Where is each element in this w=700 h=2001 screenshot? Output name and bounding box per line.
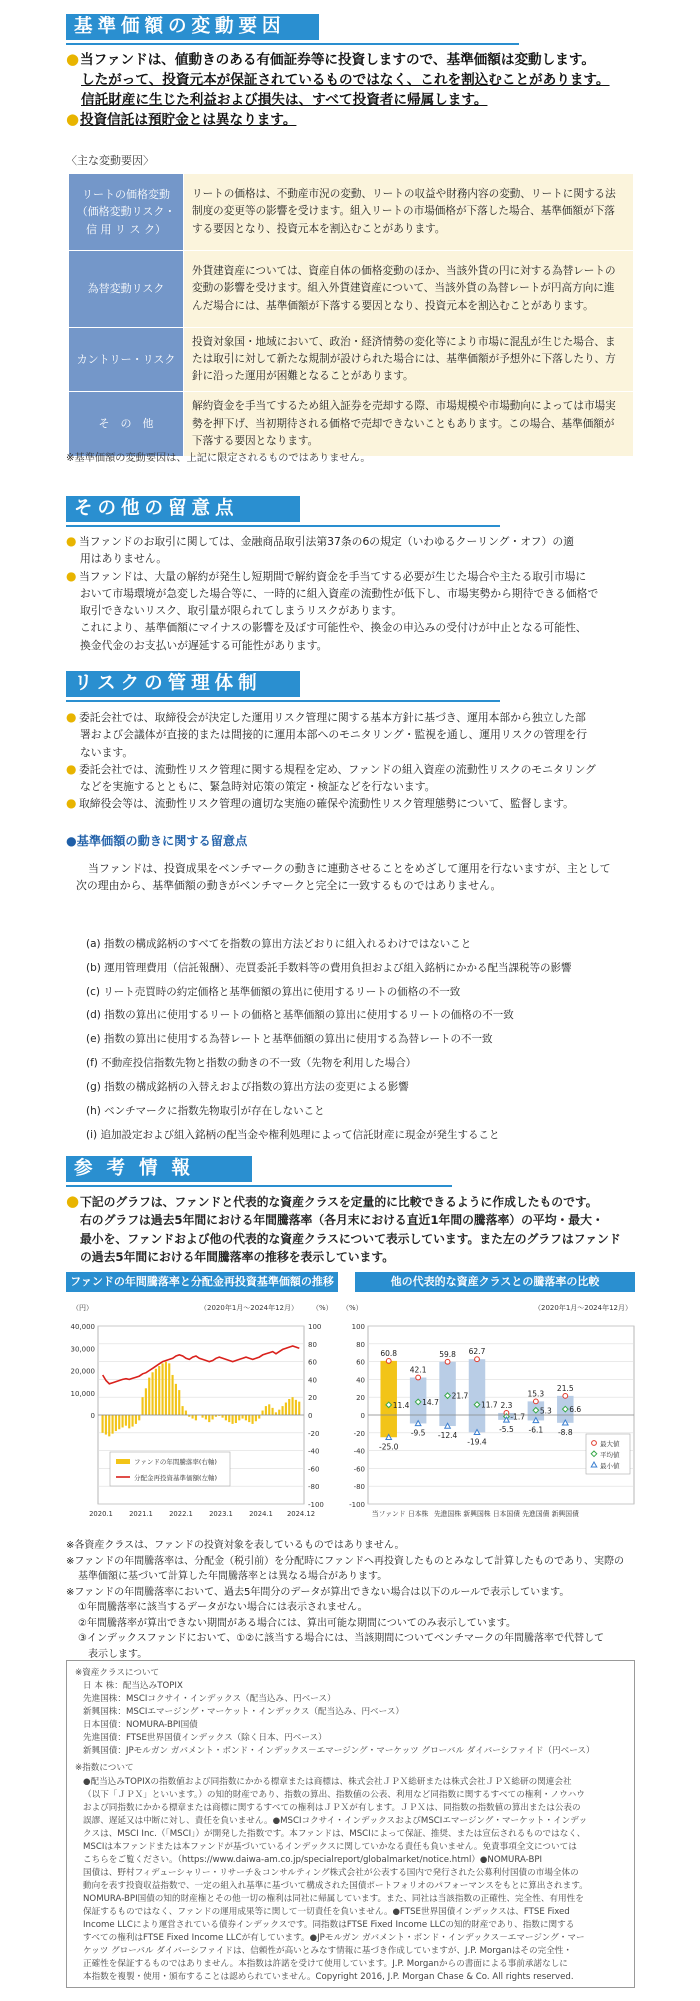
max-value-label: 59.8 <box>439 1349 456 1359</box>
return-bar <box>252 1415 254 1424</box>
index-note-line: および同指数にかかる標章または商標に関するすべての権利はＪＰＸが有します。ＪＰＸは、同指数の指数値の算出または公表の <box>83 1802 581 1813</box>
index-note-line: 本指数を複製・使用・頒布することは認められていません。Copyright 2016, J.P. Morgan Chase & Co. All rights reserved. <box>83 1972 574 1983</box>
min-value-label: -8.8 <box>557 1427 573 1437</box>
range-bar <box>380 1361 396 1437</box>
return-bar <box>132 1415 134 1427</box>
section-title-text: その他の留意点 <box>74 497 239 519</box>
return-bar <box>298 1402 300 1415</box>
left-tick-label: 40,000 <box>70 1323 95 1331</box>
return-bar <box>152 1372 154 1415</box>
footnote: ※ファンドの年間騰落率において、過去5年間分のデータが算出できない場合は以下のルールで表示しています。 <box>66 1586 570 1598</box>
left-tick-label: 30,000 <box>70 1345 95 1354</box>
return-bar <box>148 1378 150 1415</box>
return-bar <box>192 1415 194 1419</box>
index-note-line: 保証するものではなく、ファンドの運用成果等に関して一切責任を負いません。●FTSE世界国債インデックスは、FTSE Fixed <box>83 1907 570 1918</box>
risk-label-line: リートの価格変動 <box>82 187 170 201</box>
list-item: (d) 指数の算出に使用するリートの価格と基準価額の算出に使用するリートの価格の不一致 <box>86 1009 514 1022</box>
return-bar <box>162 1363 164 1415</box>
tick-label: -80 <box>353 1483 365 1492</box>
text-line: 次の理由から、基準価額の動きがベンチマークと完全に一致するものではありません。 <box>76 879 502 893</box>
return-bar <box>258 1415 260 1419</box>
return-bar <box>225 1415 227 1420</box>
index-note-line: （以下「ＪＰＸ」といいます。）の知的財産であり、指数の算出、指数値の公表、利用など同指数に関するすべての権利・ノウハウ <box>83 1789 585 1800</box>
right-tick-label: -100 <box>308 1501 324 1509</box>
list-item: (c) リート売買時の約定価格と基準価額の算出に使用するリートの価格の不一致 <box>86 985 461 998</box>
bullet-icon: ● <box>66 761 77 776</box>
section-title-text: リスクの管理体制 <box>74 672 262 694</box>
bullet-icon: ● <box>66 568 77 583</box>
table-row <box>69 174 634 251</box>
min-value-label: -6.1 <box>528 1425 544 1435</box>
asset-class-line: 日 本 株：配当込みTOPIX <box>83 1681 183 1692</box>
return-bar <box>175 1384 177 1415</box>
bullet-icon: ● <box>66 796 77 811</box>
risk-label: そ の 他 <box>69 392 184 456</box>
right-chart-title: 他の代表的な資産クラスとの騰落率の比較 <box>355 1272 635 1292</box>
min-value-label: -25.0 <box>379 1442 399 1452</box>
index-note-line: すべての権利はFTSE Fixed Income LLCが有しています。●JPモルガン ガバメント・ボンド・インデックス－エマージング・マー <box>83 1933 585 1944</box>
return-bar <box>155 1369 157 1415</box>
risk-factor-table <box>68 173 634 457</box>
right-tick-label: -40 <box>308 1447 320 1456</box>
disclaimer-line: したがって、投資元本が保証されているものではなく、これを割込むことがあります。 <box>81 72 610 89</box>
text-line: 当ファンドのお取引に関しては、金融商品取引法第37条の6の規定（いわゆるクーリング・オフ）の適 <box>79 535 574 548</box>
tick-label: 80 <box>356 1340 365 1349</box>
return-bar <box>135 1415 137 1424</box>
avg-value-label: 14.7 <box>422 1397 439 1407</box>
list-item: (a) 指数の構成銘柄のすべてを指数の算出方法どおりに組入れるわけではないこと <box>86 938 472 950</box>
x-tick-label: 2020.1 <box>89 1510 113 1518</box>
right-tick-label: 60 <box>308 1358 317 1367</box>
left-chart <box>66 1294 346 1532</box>
tick-label: 20 <box>356 1394 365 1403</box>
bullet-icon: ● <box>66 110 80 129</box>
footnote: ①年間騰落率に該当するデータがない場合には表示されません。 <box>78 1602 368 1613</box>
return-bar <box>205 1415 207 1419</box>
legend-bar-label: ファンドの年間騰落率(右軸) <box>134 1458 217 1466</box>
table-row <box>69 392 634 456</box>
chart-period: （2020年1月～2024年12月） <box>200 1304 298 1312</box>
asset-class-line: 新興国株：MSCIエマージング・マーケット・インデックス（配当込み、円ベース） <box>83 1707 405 1718</box>
table-row <box>69 251 634 328</box>
left-chart-title: ファンドの年間騰落率と分配金再投資基準価額の推移 <box>66 1272 338 1292</box>
disclaimer-line: 投資信託は預貯金とは異なります。 <box>80 112 297 129</box>
section-title-text: 基準価額の変動要因 <box>74 15 286 37</box>
return-bar <box>222 1415 224 1418</box>
left-tick-label: 0 <box>90 1412 95 1420</box>
return-bar <box>238 1415 240 1420</box>
list-item: (b) 運用管理費用（信託報酬）、売買委託手数料等の費用負担および組入銘柄にかかる配当課税等の影響 <box>86 961 572 974</box>
list-item: (e) 指数の算出に使用する為替レートと基準価額の算出に使用する為替レートの不一致 <box>86 1033 493 1046</box>
risk-label: カントリー・リスク <box>69 328 184 392</box>
table-caption: 〈主な変動要因〉 <box>66 154 154 167</box>
avg-value-label: 11.4 <box>392 1400 410 1410</box>
reference-intro <box>66 1193 636 1266</box>
return-bar <box>125 1415 127 1426</box>
max-marker <box>386 1358 391 1363</box>
section-title-text: 参考情報 <box>74 1157 205 1179</box>
max-marker <box>563 1393 568 1398</box>
footnote: ※各資産クラスは、ファンドの投資対象を表しているものではありません。 <box>66 1540 405 1551</box>
return-bar <box>112 1415 114 1434</box>
return-bar <box>202 1415 204 1418</box>
return-bar <box>118 1415 120 1429</box>
right-tick-label: -80 <box>308 1483 320 1492</box>
return-bar <box>235 1415 237 1423</box>
footnote: 表示します。 <box>88 1648 148 1660</box>
x-tick-label: 2021.1 <box>129 1510 153 1518</box>
return-bar <box>262 1411 264 1415</box>
return-bar <box>285 1403 287 1415</box>
left-axis-unit: （円） <box>72 1304 93 1312</box>
asset-class-line: 先進国債：FTSE世界国債インデックス（除く日本、円ベース） <box>83 1733 327 1744</box>
right-tick-label: 20 <box>308 1394 317 1403</box>
return-bar <box>265 1406 267 1415</box>
list-item: (h) ベンチマークに指数先物取引が存在しないこと <box>86 1104 325 1117</box>
index-note-line: 誤謬、遅延又は中断に対し、責任を負いません。●MSCIコクサイ・インデックスおよびMSCIエマージング・マーケット・インデッ <box>83 1815 588 1826</box>
chart-period: （2020年1月～2024年12月） <box>534 1304 632 1312</box>
tick-label: -100 <box>349 1501 365 1509</box>
return-bar <box>295 1400 297 1415</box>
legend-bar-swatch <box>116 1459 130 1464</box>
x-tick-label: 2024.12 <box>286 1510 316 1518</box>
risk-label-line: （価格変動リスク・ <box>76 205 176 219</box>
tick-label: 60 <box>356 1358 365 1367</box>
return-bar <box>255 1415 257 1421</box>
text-line: 委託会社では、流動性リスク管理に関する規程を定め、ファンドの組入資産の流動性リスクのモニタリング <box>79 762 596 776</box>
other-notes-body <box>66 533 636 654</box>
index-note-line: MSCIは本ファンドまたは本ファンドが基づいているインデックスに関していかなる責任も負いません。免責事項全文については <box>83 1841 577 1852</box>
text-line: これにより、基準価額にマイナスの影響を及ぼす可能性や、換金の申込みの受付けが中止となる可能性、 <box>80 621 587 635</box>
return-bar <box>168 1363 170 1415</box>
return-bar <box>278 1410 280 1415</box>
box-heading: ※指数について <box>75 1763 134 1774</box>
return-bar <box>232 1415 234 1424</box>
box-heading: ※資産クラスについて <box>75 1668 160 1678</box>
return-bar <box>142 1397 144 1415</box>
category-label: 先進国株 <box>433 1510 462 1518</box>
index-note-line: NOMURA-BPI国債の知的財産権とその他一切の権利は同社に帰属しています。また、同社は当該指数の正確性、完全性、有用性を <box>83 1894 584 1905</box>
category-label: 新興国株 <box>463 1510 491 1518</box>
footnote: 基準価額に基づいて計算した年間騰落率とは異なる場合があります。 <box>78 1571 388 1582</box>
section-title-nav-factors <box>66 14 319 40</box>
index-note-line: Income LLCにより運営されている債券インデックスです。同指数はFTSE Fixed Income LLCの知的財産であり、指数に関する <box>83 1920 575 1931</box>
risk-description: 解約資金を手当てするため組入証券を売却する際、市場規模や市場動向によっては市場実勢を押下げ、当初期待される価格で売却できないこともあります。この場合、基準価額が下落する要因となります。 <box>184 392 634 456</box>
return-bar <box>102 1415 104 1433</box>
text-line: 用はありません。 <box>80 552 168 566</box>
return-bar <box>195 1415 197 1420</box>
category-label: 当ファンド <box>371 1510 406 1518</box>
max-marker <box>416 1375 421 1380</box>
right-tick-label: 80 <box>308 1340 317 1349</box>
list-item: (f) 不動産投信指数先物と指数の動きの不一致（先物を利用した場合） <box>86 1057 417 1070</box>
tick-label: 100 <box>351 1323 365 1331</box>
index-note-line: クスは、MSCI Inc.（「MSCI」）が開発した指数です。本ファンドは、MSCIによって保証、推奨、または宣伝されるものではなく、 <box>83 1828 586 1839</box>
category-label: 新興国債 <box>551 1510 579 1518</box>
right-chart <box>338 1294 638 1532</box>
max-marker <box>475 1357 480 1362</box>
risk-description: リートの価格は、不動産市況の変動、リートの収益や財務内容の変動、リートに関する法制度の変更等の影響を受けます。組入リートの市場価格が下落した場合、基準価額が下落する要因となり、投資元本を割込むことがあります。 <box>184 174 634 251</box>
return-bar <box>178 1390 180 1415</box>
nav-notes-list <box>66 933 636 1147</box>
tick-label: -60 <box>353 1465 365 1474</box>
text-line: おいて市場環境が急変した場合等に、一時的に組入資産の流動性が低下し、市場実勢から期待できる価格で <box>80 586 599 600</box>
index-note-line: 動向を表す投資収益指数で、一定の組入れ基準に基づいて構成された国債ポートフォリオのパフォーマンスをもとに算出されます。 <box>83 1881 588 1891</box>
max-value-label: 15.3 <box>527 1389 545 1399</box>
table-note: ※基準価額の変動要因は、上記に限定されるものではありません。 <box>66 453 371 464</box>
max-value-label: 2.3 <box>500 1400 513 1410</box>
risk-management-body <box>66 709 636 813</box>
legend-avg-label: 平均値 <box>600 1451 620 1459</box>
min-value-label: -12.4 <box>437 1431 458 1441</box>
list-item: (g) 指数の構成銘柄の入替えおよび指数の算出方法の変更による影響 <box>86 1080 409 1093</box>
index-note-line: ●配当込みTOPIXの指数値および同指数にかかる標章または商標は、株式会社ＪＰＸ総研または株式会社ＪＰＸ総研の関連会社 <box>83 1776 572 1787</box>
return-bar <box>128 1415 130 1428</box>
text-line: 取引できないリスク、取引量が限られてしまうリスクがあります。 <box>80 604 403 618</box>
index-note-line: ケッツ グローバル ダイバーシファイドは、信頼性が高いとみなす情報に基づき作成していますが、J.P. Morganはその完全性・ <box>83 1946 572 1957</box>
risk-label: 為替変動リスク <box>69 251 184 328</box>
chart-footnotes <box>66 1538 641 1662</box>
max-value-label: 62.7 <box>468 1347 486 1357</box>
risk-label-line: 信 用 リ ス ク） <box>86 222 166 236</box>
footnote: ③インデックスファンドにおいて、①②に該当する場合には、当該期間についてベンチマークの年間騰落率で代替して <box>78 1633 604 1644</box>
section-title-risk-management <box>66 671 300 697</box>
tick-label: -40 <box>353 1447 365 1456</box>
x-tick-label: 2024.1 <box>249 1510 273 1518</box>
tick-label: -20 <box>353 1429 365 1438</box>
disclaimer-line: 当ファンドは、値動きのある有価証券等に投資しますので、基準価額は変動します。 <box>80 52 595 68</box>
text-line: の過去5年間における年間騰落率の推移を表示しています。 <box>80 1249 394 1264</box>
risk-description: 外貨建資産については、資産自体の価格変動のほか、当該外貨の円に対する為替レートの変動の影響を受けます。組入外貨建資産について、当該外貨の為替レートが円高方向に進んだ場合には、基準価額が下落する要因となり、投資元本を割込むことがあります。 <box>184 251 634 328</box>
footnote: ②年間騰落率が算出できない期間がある場合には、算出可能な期間についてのみ表示しています。 <box>78 1617 516 1629</box>
right-tick-label: 40 <box>308 1376 317 1385</box>
text-line: 署および会議体が直接的または間接的に運用本部へのモニタリング・監視を通し、運用リスクの管理を行 <box>80 728 588 742</box>
subsection-title <box>66 833 247 851</box>
min-value-label: -19.4 <box>467 1437 487 1447</box>
legend-min-label: 最小値 <box>600 1462 620 1470</box>
return-bar <box>108 1415 110 1436</box>
return-bar <box>242 1415 244 1419</box>
text-line: などを実施するとともに、緊急時対応策の策定・検証などを行ないます。 <box>80 780 436 794</box>
bullet-icon: ● <box>66 710 77 724</box>
text-line: 下記のグラフは、ファンドと代表的な資産クラスを定量的に比較できるように作成したものです。 <box>80 1195 598 1209</box>
nav-notes-intro <box>66 860 636 895</box>
index-note-line: こちらをご覧ください。（https://www.daiwa-am.co.jp/specialreport/globalmarket/notice.html）●NOMURA-BPI <box>83 1854 543 1865</box>
index-note-line: 国債は、野村フィデューシャリー・リサーチ＆コンサルティング株式会社が公表する国内で発行された公募利付国債の市場全体の <box>83 1867 579 1878</box>
max-marker <box>445 1359 450 1364</box>
category-label: 先進国債 <box>522 1510 550 1518</box>
legend-max-label: 最大値 <box>600 1440 620 1448</box>
return-bar <box>138 1415 140 1420</box>
return-bar <box>272 1408 274 1415</box>
right-tick-label: -60 <box>308 1465 320 1474</box>
return-bar <box>248 1415 250 1422</box>
return-bar <box>228 1415 230 1422</box>
text-line: 換金代金のお支払いが遅延する可能性があります。 <box>80 638 328 652</box>
index-note-line: 正確性を保証するものではありません。本指数は許諾を受けて使用しています。J.P. Morganからの書面による事前承諾なしに <box>83 1959 568 1970</box>
left-tick-label: 10,000 <box>70 1389 95 1398</box>
risk-description: 投資対象国・地域において、政治・経済情勢の変化等により市場に混乱が生じた場合、または取引に対して新たな規制が設けられた場合には、基準価額が予想外に下落したり、方針に沿った運用が困難となることがあります。 <box>184 328 634 392</box>
legend-line-label: 分配金再投資基準価額(左軸) <box>134 1474 218 1482</box>
footnote: ※ファンドの年間騰落率は、分配金（税引前）を分配時にファンドへ再投資したものとみなして計算したものであり、実際の <box>66 1555 624 1567</box>
right-tick-label: 0 <box>308 1412 313 1420</box>
right-axis-unit: （%） <box>312 1304 333 1312</box>
avg-value-label: 11.7 <box>481 1400 498 1410</box>
return-bar <box>172 1375 174 1415</box>
return-bar <box>208 1415 210 1422</box>
return-bar <box>165 1362 167 1415</box>
return-bar <box>182 1406 184 1415</box>
return-bar <box>145 1388 147 1415</box>
list-item: (i) 追加設定および組入銘柄の配当金や権利処理によって信託財産に現金が発生すること <box>86 1128 500 1141</box>
asset-class-line: 新興国債：JPモルガン ガバメント・ボンド・インデックス－エマージング・マーケッツ グローバル ダイバーシファイド（円ベース） <box>83 1746 595 1757</box>
return-bar <box>275 1412 277 1415</box>
tick-label: 40 <box>356 1376 365 1385</box>
subsection-title-text: 基準価額の動きに関する留意点 <box>76 834 248 848</box>
min-value-label: -5.5 <box>499 1424 514 1434</box>
right-tick-label: -20 <box>308 1429 320 1438</box>
avg-value-label: -1.7 <box>510 1412 526 1422</box>
tick-label: 0 <box>360 1412 365 1420</box>
table-row <box>69 328 634 392</box>
min-value-label: -9.5 <box>410 1428 426 1438</box>
text-line: 右のグラフは過去5年間における年間騰落率（各月末における直近1年間の騰落率）の平均・最大・ <box>80 1213 604 1228</box>
text-line: 当ファンドは、大量の解約が発生し短期間で解約資金を手当てする必要が生じた場合や主たる取引市場に <box>79 569 587 583</box>
text-line: 当ファンドは、投資成果をベンチマークの動きに連動させることをめざして運用を行ないますが、主として <box>88 862 611 875</box>
axis-unit: （%） <box>342 1304 363 1312</box>
return-bar <box>282 1406 284 1415</box>
risk-label <box>69 174 184 251</box>
return-bar <box>115 1415 117 1431</box>
bullet-icon: ● <box>66 1192 80 1210</box>
section-title-other-notes <box>66 496 300 522</box>
return-bar <box>212 1415 214 1419</box>
max-value-label: 60.8 <box>380 1348 398 1358</box>
return-bar <box>292 1397 294 1415</box>
return-bar <box>105 1415 107 1435</box>
index-disclaimer-box <box>66 1660 635 1988</box>
range-bar <box>469 1359 485 1432</box>
text-line: 委託会社では、取締役会が決定した運用リスク管理に関する基本方針に基づき、運用本部から独立した部 <box>79 711 586 724</box>
text-line: 取締役会等は、流動性リスク管理の適切な実施の確保や流動性リスク管理態勢について、監督します。 <box>79 797 574 811</box>
x-tick-label: 2023.1 <box>209 1510 233 1518</box>
return-bar <box>288 1399 290 1415</box>
max-value-label: 21.5 <box>556 1383 574 1393</box>
return-bar <box>122 1415 124 1427</box>
max-marker <box>533 1399 538 1404</box>
bullet-icon: ● <box>66 834 77 848</box>
return-bar <box>245 1415 247 1420</box>
asset-class-line: 先進国株：MSCIコクサイ・インデックス（配当込み、円ベース） <box>83 1694 336 1705</box>
x-tick-label: 2022.1 <box>169 1510 193 1518</box>
return-bar <box>185 1411 187 1415</box>
category-label: 日本国債 <box>492 1510 521 1518</box>
left-tick-label: 20,000 <box>70 1367 95 1376</box>
avg-value-label: 5.3 <box>539 1406 552 1416</box>
main-disclaimer <box>66 50 636 130</box>
bullet-icon: ● <box>66 534 77 548</box>
text-line: 最小を、ファンドおよび他の代表的な資産クラスについて表示しています。また左のグラフはファンド <box>80 1231 621 1246</box>
return-bar <box>268 1404 270 1415</box>
text-line: ないます。 <box>80 745 134 759</box>
right-tick-label: 100 <box>308 1323 322 1331</box>
disclaimer-line: 信託財産に生じた利益および損失は、すべて投資者に帰属します。 <box>81 92 488 109</box>
avg-value-label: 21.7 <box>451 1391 469 1401</box>
bullet-icon: ● <box>66 50 80 68</box>
asset-class-line: 日本国債：NOMURA-BPI国債 <box>83 1720 198 1731</box>
max-value-label: 42.1 <box>409 1365 427 1375</box>
section-title-reference <box>66 1156 252 1182</box>
category-label: 日本株 <box>407 1510 429 1518</box>
avg-value-label: 6.6 <box>569 1405 582 1415</box>
return-bar <box>158 1366 160 1415</box>
legend-max-marker <box>592 1441 597 1446</box>
